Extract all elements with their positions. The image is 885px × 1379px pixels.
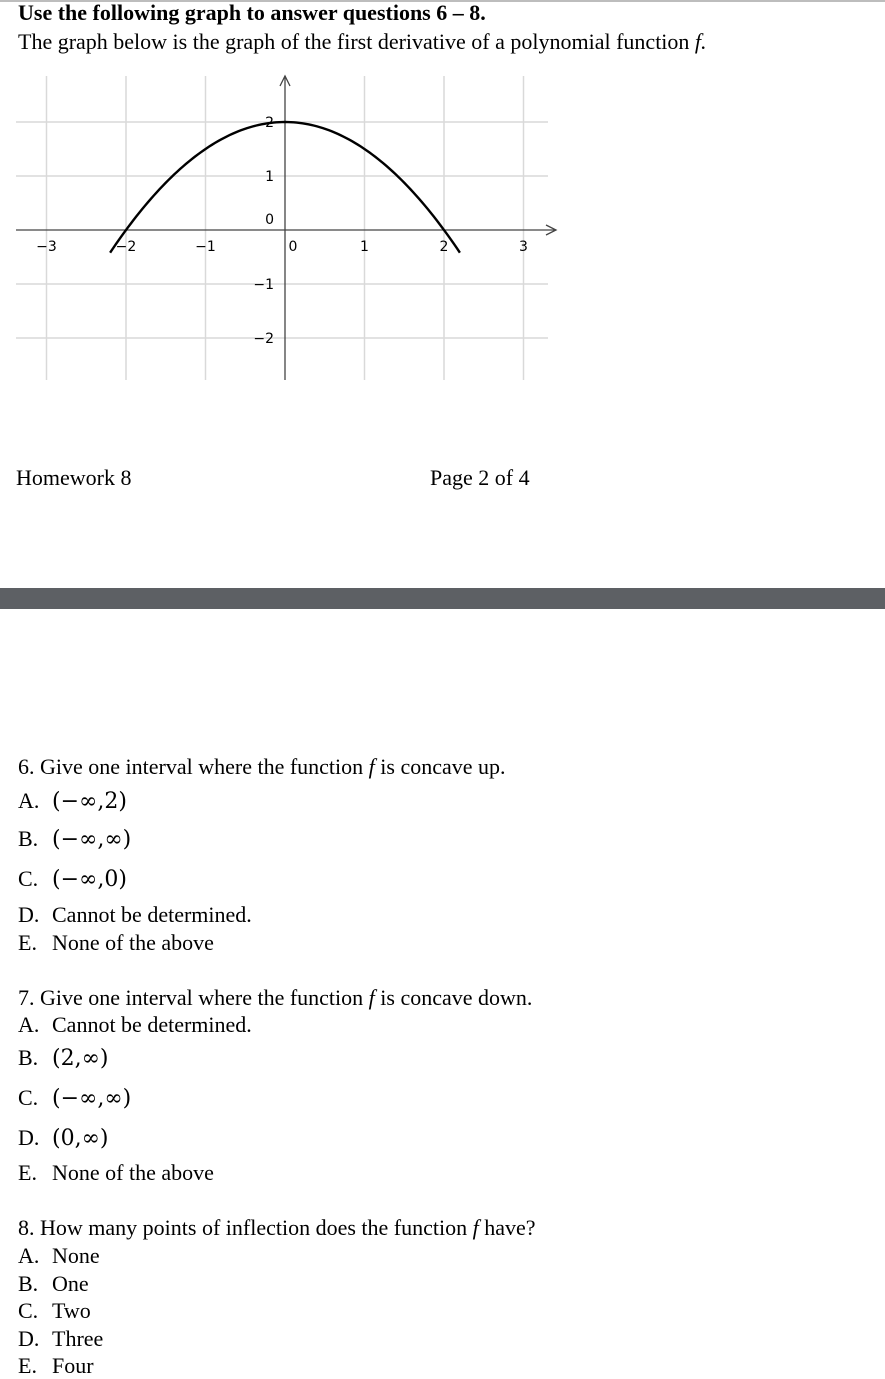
option-letter: D. [18, 902, 40, 927]
x-tick-label: −1 [195, 239, 216, 255]
option-interval: (2,∞) [52, 1046, 109, 1071]
option-letter: E. [18, 1353, 37, 1378]
option-interval: (0,∞) [52, 1126, 109, 1151]
question-8 [18, 1215, 536, 1241]
question-8-var: f [472, 1215, 479, 1240]
option-interval: (−∞,∞) [52, 1086, 132, 1111]
page-separator [0, 588, 885, 609]
question-7-prompt: 7. Give one interval where the function [18, 985, 364, 1010]
option-text: One [52, 1271, 89, 1296]
q8-option-a[interactable] [18, 1243, 100, 1269]
option-text: Cannot be determined. [52, 902, 252, 927]
x-tick-label: −2 [115, 239, 137, 255]
option-interval: (−∞,2) [52, 789, 127, 814]
option-interval: (−∞,0) [52, 867, 127, 892]
option-letter: E. [18, 1160, 37, 1185]
question-7-var: f [368, 985, 375, 1010]
option-text: None of the above [52, 930, 214, 955]
question-6-var: f [368, 754, 375, 779]
question-6-suffix: is concave up. [380, 754, 506, 779]
question-7 [18, 985, 532, 1011]
q7-option-b[interactable] [18, 1045, 108, 1072]
x-tick-label: 0 [288, 239, 298, 255]
option-letter: A. [18, 1243, 40, 1268]
q7-option-d[interactable] [18, 1125, 108, 1152]
q8-option-c[interactable] [18, 1298, 91, 1324]
q8-option-b[interactable] [18, 1271, 89, 1297]
option-text: Four [52, 1353, 94, 1378]
question-7-suffix: is concave down. [380, 985, 533, 1010]
option-letter: C. [18, 866, 39, 891]
q7-option-a[interactable] [18, 1012, 252, 1038]
q8-option-d[interactable] [18, 1326, 103, 1352]
option-letter: D. [18, 1125, 40, 1150]
q6-option-d[interactable] [18, 902, 252, 928]
q8-option-e[interactable] [18, 1353, 94, 1379]
option-text: Cannot be determined. [52, 1012, 252, 1037]
option-text: None of the above [52, 1160, 214, 1185]
question-8-suffix: have? [484, 1215, 536, 1240]
option-letter: C. [18, 1298, 39, 1323]
option-interval: (−∞,∞) [52, 827, 132, 852]
q7-option-c[interactable] [18, 1085, 131, 1112]
graph-description-text: The graph below is the graph of the first derivative of a polynomial function [18, 29, 690, 54]
derivative-graph [0, 72, 560, 392]
q6-option-a[interactable] [18, 788, 127, 815]
x-tick-label: −3 [36, 239, 57, 255]
option-text: Three [52, 1326, 104, 1351]
footer-course: Homework 8 [16, 465, 132, 490]
option-text: Two [52, 1298, 91, 1323]
option-letter: B. [18, 1271, 39, 1296]
option-letter: B. [18, 1045, 39, 1070]
q6-option-b[interactable] [18, 826, 131, 853]
y-tick-label: 1 [265, 169, 274, 185]
option-text: None [52, 1243, 100, 1268]
question-6 [18, 754, 506, 780]
q6-option-e[interactable] [18, 930, 214, 956]
x-tick-label: 3 [519, 239, 528, 255]
option-letter: B. [18, 826, 39, 851]
y-tick-label: −1 [253, 277, 274, 293]
y-tick-label: −2 [253, 331, 274, 347]
x-tick-label: 2 [439, 239, 449, 255]
question-6-prompt: 6. Give one interval where the function [18, 754, 364, 779]
q6-option-c[interactable] [18, 866, 127, 893]
q7-option-e[interactable] [18, 1160, 214, 1186]
option-letter: A. [18, 788, 40, 813]
question-8-prompt: 8. How many points of inflection does the function [18, 1215, 468, 1240]
graph-description [18, 29, 707, 55]
option-letter: C. [18, 1085, 39, 1110]
y-tick-label: 2 [265, 115, 274, 131]
option-letter: D. [18, 1326, 40, 1351]
footer-page-number: Page 2 of 4 [430, 465, 530, 490]
instruction-heading: Use the following graph to answer questions 6 – 8. [18, 0, 486, 25]
x-tick-label: 1 [360, 239, 369, 255]
function-variable: f. [694, 29, 707, 54]
option-letter: A. [18, 1012, 40, 1037]
y-tick-label: 0 [265, 212, 274, 228]
option-letter: E. [18, 930, 37, 955]
